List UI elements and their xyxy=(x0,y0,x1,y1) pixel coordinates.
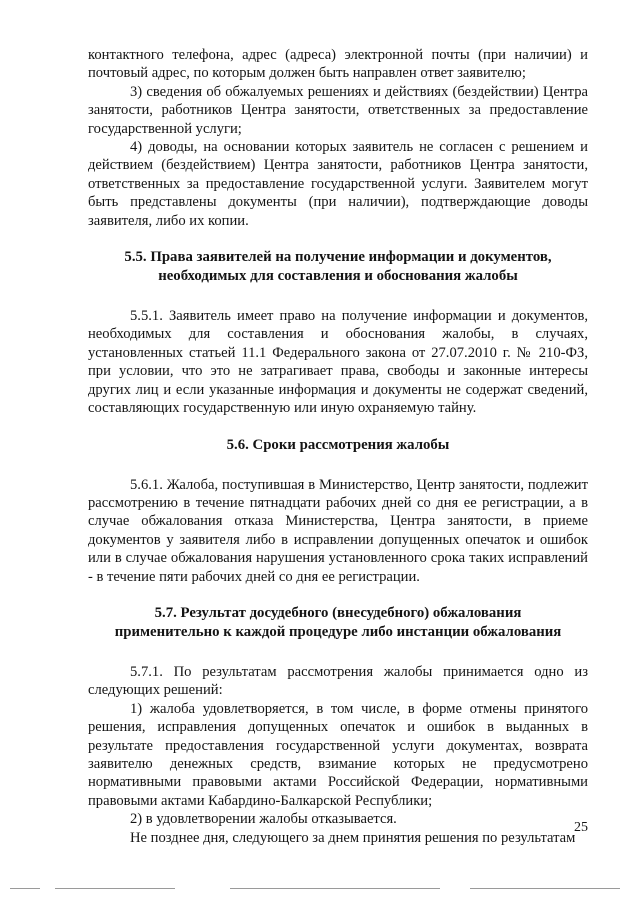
paragraph-item-4: 4) доводы, на основании которых заявитель не согласен с решением и действием (бездействием) Центра занятости, работников Центра занятости, ответственных за предоставление государственной услуги. Заявителем могут быть представлены документы (при наличии), подтверждающие доводы заявителя, либо их копии. xyxy=(88,139,588,229)
document-page xyxy=(88,46,588,847)
paragraph-contact-info: контактного телефона, адрес (адреса) электронной почты (при наличии) и почтовый адрес, по которым должен быть направлен ответ заявителю; xyxy=(88,47,588,82)
page-number: 25 xyxy=(574,820,588,835)
section-5-7-heading-line1: 5.7. Результат досудебного (внесудебного) обжалования xyxy=(154,604,522,621)
section-5-7-heading-line2: применительно к каждой процедуре либо инстанции обжалования xyxy=(114,623,562,640)
paragraph-5-7-deadline: Не позднее дня, следующего за днем принятия решения по результатам xyxy=(130,829,576,846)
scan-artifact-line xyxy=(55,888,175,889)
scan-artifact-line xyxy=(470,888,620,889)
section-5-5-heading-line2: необходимых для составления и обоснования жалобы xyxy=(158,268,518,285)
paragraph-5-7-decision-1: 1) жалоба удовлетворяется, в том числе, в форме отмены принятого решения, исправления допущенных опечаток и ошибок в выданных в результате предоставления государственной услуги документах, возврата заявителю денежных средств, взимание которых не предусмотрено нормативными правовыми актами Российской Федерации, нормативными правовыми актами Кабардино-Балкарской Республики; xyxy=(88,700,588,809)
paragraph-item-3: 3) сведения об обжалуемых решениях и действиях (бездействии) Центра занятости, работников Центра занятости, ответственных за предоставление государственной услуги; xyxy=(88,83,588,137)
paragraph-5-5-1: 5.5.1. Заявитель имеет право на получение информации и документов, необходимых для составления и обоснования жалобы, в случаях, установленных статьей 11.1 Федерального закона от 27.07.2010 г. № 210-ФЗ, при условии, что это не затрагивает права, свободы и законные интересы других лиц и если указанные информация и документы не содержат сведений, составляющих государственную или иную охраняемую тайну. xyxy=(88,308,588,417)
section-5-5-heading-line1: 5.5. Права заявителей на получение информации и документов, xyxy=(124,249,552,266)
paragraph-5-7-1: 5.7.1. По результатам рассмотрения жалобы принимается одно из следующих решений: xyxy=(88,663,588,699)
section-5-6-heading: 5.6. Сроки рассмотрения жалобы xyxy=(226,436,450,453)
scan-artifact-line xyxy=(230,888,440,889)
scan-artifact-line xyxy=(10,888,40,889)
paragraph-5-6-1: 5.6.1. Жалоба, поступившая в Министерство, Центр занятости, подлежит рассмотрению в течение пятнадцати рабочих дней со дня ее регистрации, а в случае обжалования отказа Министерства, Центра занятости, в приеме документов у заявителя либо в исправлении допущенных опечаток и ошибок или в случае обжалования нарушения установленного срока таких исправлений - в течение пяти рабочих дней со дня ее регистрации. xyxy=(88,476,588,585)
paragraph-5-7-decision-2: 2) в удовлетворении жалобы отказывается. xyxy=(130,811,397,828)
